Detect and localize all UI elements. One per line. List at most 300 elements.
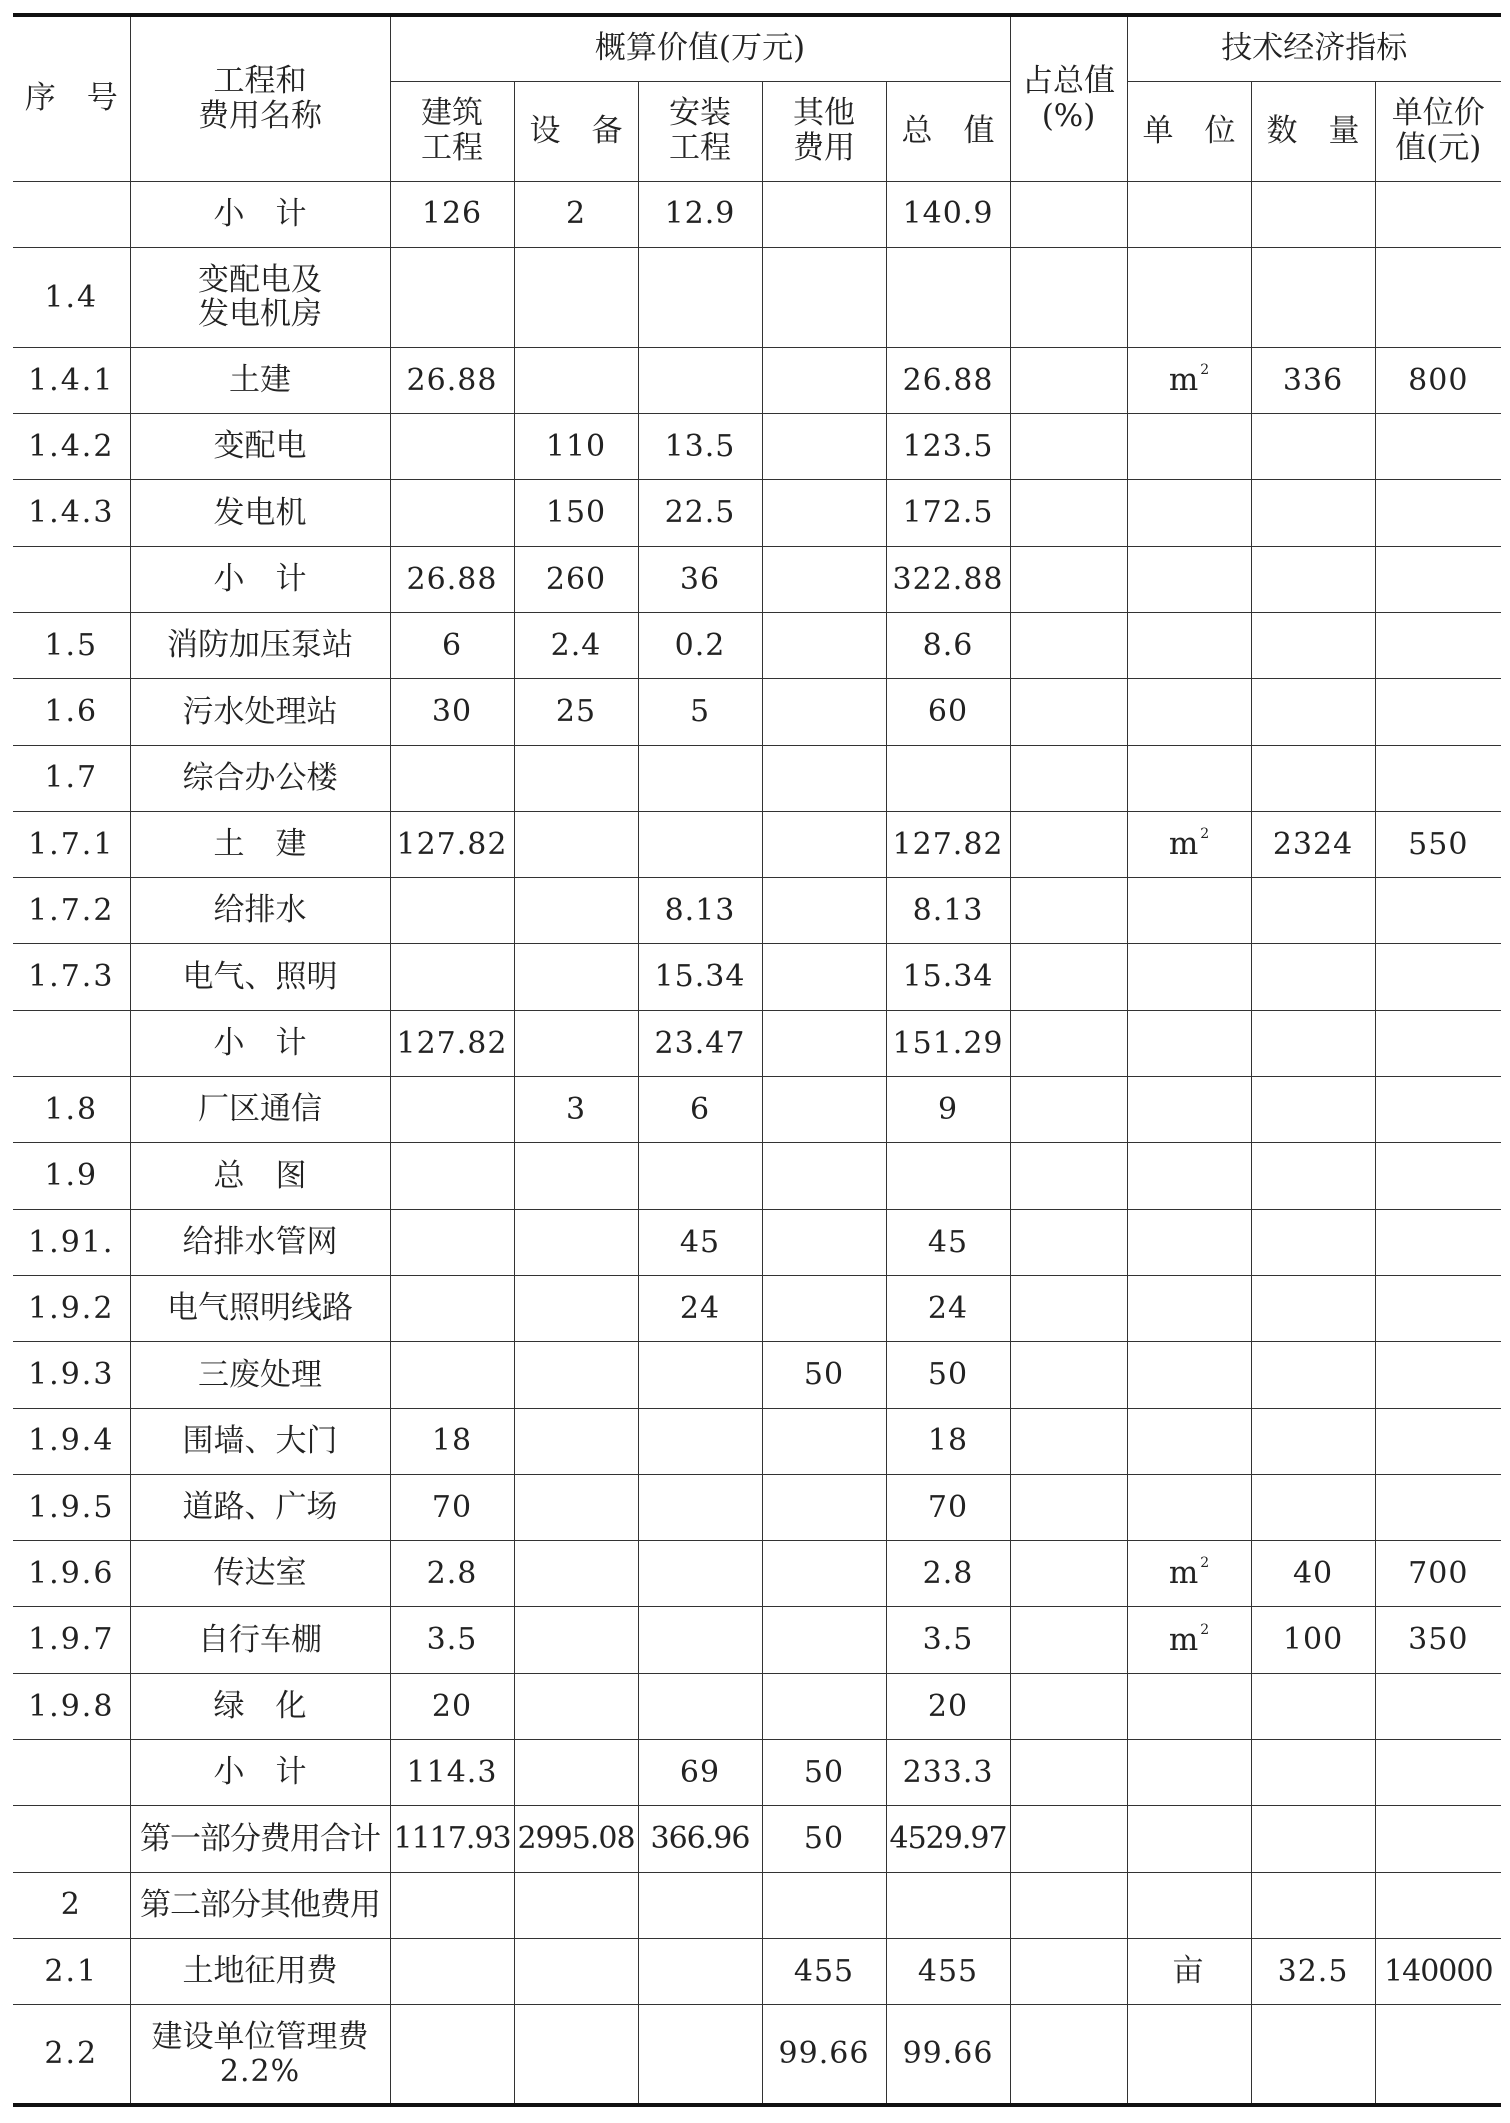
cell-other — [762, 1275, 886, 1341]
cell-building: 1117.93 — [390, 1806, 514, 1872]
cell-unit-value — [1375, 1275, 1501, 1341]
cell-equipment — [514, 1541, 638, 1607]
table-row — [13, 1872, 1501, 1938]
cell-building — [390, 745, 514, 811]
table-row — [13, 1740, 1501, 1806]
cell-unit — [1127, 347, 1251, 413]
cell-seq: 1.7.1 — [13, 811, 130, 877]
cell-total — [886, 745, 1010, 811]
cell-unit — [1127, 1077, 1251, 1143]
cell-name: 小 计 — [130, 546, 390, 612]
header-other-line2: 费用 — [793, 130, 855, 166]
unit-superscript: 2 — [1200, 1621, 1210, 1638]
cell-unit-value — [1375, 1474, 1501, 1540]
cell-install: 6 — [638, 1077, 762, 1143]
cell-name — [130, 247, 390, 347]
cell-unit — [1127, 811, 1251, 877]
cell-install — [638, 1607, 762, 1673]
cell-total — [886, 1872, 1010, 1938]
cell-total: 8.6 — [886, 612, 1010, 678]
header-total: 总 值 — [886, 81, 1010, 181]
header-install-line2: 工程 — [669, 130, 731, 166]
cell-unit — [1127, 944, 1251, 1010]
cell-seq: 1.7 — [13, 745, 130, 811]
cell-quantity: 2324 — [1251, 811, 1375, 877]
cell-equipment — [514, 1607, 638, 1673]
cell-other — [762, 1607, 886, 1673]
cell-building — [390, 1275, 514, 1341]
cell-install — [638, 1938, 762, 2004]
cell-unit — [1127, 546, 1251, 612]
cell-quantity — [1251, 1077, 1375, 1143]
cell-percent — [1010, 811, 1127, 877]
table-row — [13, 878, 1501, 944]
cell-other: 99.66 — [762, 2005, 886, 2105]
cell-total: 70 — [886, 1474, 1010, 1540]
cell-percent — [1010, 347, 1127, 413]
cell-quantity — [1251, 1806, 1375, 1872]
unit-text: 亩 — [1172, 1953, 1204, 1990]
cell-install: 366.96 — [638, 1806, 762, 1872]
cell-total: 233.3 — [886, 1740, 1010, 1806]
cell-total: 24 — [886, 1275, 1010, 1341]
cell-total: 45 — [886, 1209, 1010, 1275]
header-building-line2: 工程 — [421, 130, 483, 166]
cell-other — [762, 612, 886, 678]
cell-seq: 1.9.3 — [13, 1342, 130, 1408]
cell-unit-value — [1375, 944, 1501, 1010]
cell-building — [390, 247, 514, 347]
cell-percent — [1010, 181, 1127, 247]
cell-percent — [1010, 1938, 1127, 2004]
cell-seq: 1.9.4 — [13, 1408, 130, 1474]
cell-building: 30 — [390, 679, 514, 745]
cell-unit — [1127, 1474, 1251, 1540]
cell-unit — [1127, 1275, 1251, 1341]
table-row — [13, 347, 1501, 413]
cell-total: 50 — [886, 1342, 1010, 1408]
header-percent-line2: (%) — [1041, 97, 1096, 134]
header-unit-value — [1375, 81, 1501, 181]
cell-install: 45 — [638, 1209, 762, 1275]
cell-percent — [1010, 878, 1127, 944]
cell-other — [762, 1474, 886, 1540]
cell-equipment — [514, 1408, 638, 1474]
cell-building — [390, 1938, 514, 2004]
cell-quantity: 32.5 — [1251, 1938, 1375, 2004]
cell-other — [762, 1209, 886, 1275]
cell-unit-value — [1375, 1077, 1501, 1143]
cell-building: 18 — [390, 1408, 514, 1474]
cell-building — [390, 2005, 514, 2105]
cell-name: 电气照明线路 — [130, 1275, 390, 1341]
cell-quantity — [1251, 247, 1375, 347]
cell-percent — [1010, 1673, 1127, 1739]
cell-name: 第二部分其他费用 — [130, 1872, 390, 1938]
cell-equipment — [514, 745, 638, 811]
cell-unit — [1127, 745, 1251, 811]
cell-unit — [1127, 679, 1251, 745]
cell-unit-value — [1375, 1673, 1501, 1739]
budget-table — [13, 13, 1501, 2107]
header-install — [638, 81, 762, 181]
cell-seq: 1.4.2 — [13, 414, 130, 480]
table-row — [13, 1607, 1501, 1673]
header-name-line1: 工程和 — [213, 63, 307, 100]
cell-name: 综合办公楼 — [130, 745, 390, 811]
cell-unit — [1127, 1806, 1251, 1872]
cell-name: 土地征用费 — [130, 1938, 390, 2004]
cell-equipment — [514, 247, 638, 347]
cell-building: 126 — [390, 181, 514, 247]
cell-seq: 1.7.3 — [13, 944, 130, 1010]
cell-install — [638, 2005, 762, 2105]
cell-quantity — [1251, 679, 1375, 745]
cell-install — [638, 1342, 762, 1408]
cell-building: 70 — [390, 1474, 514, 1540]
cell-percent — [1010, 1872, 1127, 1938]
cell-seq: 1.6 — [13, 679, 130, 745]
cell-total — [886, 1143, 1010, 1209]
header-name-line2: 费用名称 — [198, 97, 322, 134]
cell-total: 172.5 — [886, 480, 1010, 546]
cell-percent — [1010, 944, 1127, 1010]
cell-install — [638, 1474, 762, 1540]
cell-unit — [1127, 480, 1251, 546]
header-unit-value-line1: 单位价 — [1391, 95, 1485, 132]
cell-building: 127.82 — [390, 1010, 514, 1076]
cell-percent — [1010, 247, 1127, 347]
cell-unit-value — [1375, 1010, 1501, 1076]
cell-quantity — [1251, 546, 1375, 612]
table-row — [13, 1143, 1501, 1209]
cell-building: 26.88 — [390, 347, 514, 413]
cell-unit-value: 800 — [1375, 347, 1501, 413]
cell-unit-value — [1375, 679, 1501, 745]
cell-unit-value — [1375, 1806, 1501, 1872]
cell-unit — [1127, 1408, 1251, 1474]
cell-unit-value — [1375, 247, 1501, 347]
cell-other — [762, 944, 886, 1010]
cell-equipment: 2995.08 — [514, 1806, 638, 1872]
cell-name: 给排水 — [130, 878, 390, 944]
cell-seq: 1.7.2 — [13, 878, 130, 944]
table-row — [13, 480, 1501, 546]
cell-percent — [1010, 1010, 1127, 1076]
cell-quantity — [1251, 1673, 1375, 1739]
cell-name: 绿 化 — [130, 1673, 390, 1739]
cell-percent — [1010, 745, 1127, 811]
cell-unit — [1127, 247, 1251, 347]
cell-total: 8.13 — [886, 878, 1010, 944]
cell-equipment — [514, 1740, 638, 1806]
cell-other — [762, 1143, 886, 1209]
unit-superscript: 2 — [1200, 1555, 1210, 1572]
cell-quantity — [1251, 1275, 1375, 1341]
cell-name: 消防加压泵站 — [130, 612, 390, 678]
cell-unit-value — [1375, 1143, 1501, 1209]
cell-quantity — [1251, 1143, 1375, 1209]
cell-percent — [1010, 1209, 1127, 1275]
cell-name: 土建 — [130, 347, 390, 413]
cell-other — [762, 745, 886, 811]
cell-quantity — [1251, 1872, 1375, 1938]
header-building-line1: 建筑 — [421, 95, 483, 132]
cell-building — [390, 414, 514, 480]
cell-equipment — [514, 347, 638, 413]
cell-equipment — [514, 1209, 638, 1275]
cell-quantity — [1251, 944, 1375, 1010]
cell-other: 50 — [762, 1740, 886, 1806]
cell-other — [762, 1872, 886, 1938]
cell-equipment — [514, 1143, 638, 1209]
table-row — [13, 247, 1501, 347]
cell-building — [390, 944, 514, 1010]
cell-equipment: 150 — [514, 480, 638, 546]
cell-total: 18 — [886, 1408, 1010, 1474]
cell-building — [390, 1342, 514, 1408]
table-row — [13, 1077, 1501, 1143]
cell-equipment: 25 — [514, 679, 638, 745]
table-row — [13, 811, 1501, 877]
table-row — [13, 944, 1501, 1010]
cell-install — [638, 1408, 762, 1474]
cell-seq: 1.9.2 — [13, 1275, 130, 1341]
cell-unit-value — [1375, 181, 1501, 247]
header-seq: 序 号 — [13, 15, 130, 181]
cell-other — [762, 1077, 886, 1143]
header-row-1 — [13, 15, 1501, 81]
cell-name: 变配电 — [130, 414, 390, 480]
cell-unit — [1127, 612, 1251, 678]
cell-install: 22.5 — [638, 480, 762, 546]
cell-other — [762, 247, 886, 347]
cell-quantity — [1251, 1474, 1375, 1540]
cell-total — [886, 247, 1010, 347]
cell-unit — [1127, 1143, 1251, 1209]
cell-seq: 1.5 — [13, 612, 130, 678]
cell-seq: 1.9.6 — [13, 1541, 130, 1607]
cell-other — [762, 480, 886, 546]
cell-equipment — [514, 811, 638, 877]
cell-unit-value — [1375, 1209, 1501, 1275]
cell-quantity — [1251, 2005, 1375, 2105]
cell-percent — [1010, 679, 1127, 745]
cell-unit-value — [1375, 1342, 1501, 1408]
cell-unit-value: 350 — [1375, 1607, 1501, 1673]
cell-other: 50 — [762, 1806, 886, 1872]
cell-percent — [1010, 480, 1127, 546]
table-row — [13, 612, 1501, 678]
cell-other: 455 — [762, 1938, 886, 2004]
cell-percent — [1010, 1342, 1127, 1408]
header-tech-group: 技术经济指标 — [1127, 15, 1501, 81]
table-row — [13, 1938, 1501, 2004]
cell-total: 322.88 — [886, 546, 1010, 612]
cell-other — [762, 414, 886, 480]
cell-seq: 2.1 — [13, 1938, 130, 2004]
table-row — [13, 1673, 1501, 1739]
table-row — [13, 1541, 1501, 1607]
cell-seq: 1.4 — [13, 247, 130, 347]
cell-building: 3.5 — [390, 1607, 514, 1673]
cell-name: 小 计 — [130, 1740, 390, 1806]
cell-install: 8.13 — [638, 878, 762, 944]
cell-other — [762, 1541, 886, 1607]
header-building — [390, 81, 514, 181]
cell-percent — [1010, 2005, 1127, 2105]
cell-install — [638, 1872, 762, 1938]
cell-name — [130, 2005, 390, 2105]
cell-install — [638, 1673, 762, 1739]
cell-name: 厂区通信 — [130, 1077, 390, 1143]
cell-percent — [1010, 1740, 1127, 1806]
cell-quantity — [1251, 1209, 1375, 1275]
cell-install — [638, 811, 762, 877]
cell-building — [390, 1143, 514, 1209]
cell-quantity — [1251, 181, 1375, 247]
cell-install: 36 — [638, 546, 762, 612]
cell-building: 2.8 — [390, 1541, 514, 1607]
cell-seq: 1.91. — [13, 1209, 130, 1275]
header-other — [762, 81, 886, 181]
cell-unit-value — [1375, 745, 1501, 811]
cell-unit-value — [1375, 1408, 1501, 1474]
cell-seq: 1.9.5 — [13, 1474, 130, 1540]
cell-other — [762, 1010, 886, 1076]
unit-text: m — [1168, 826, 1199, 863]
cell-total: 60 — [886, 679, 1010, 745]
table-row — [13, 1209, 1501, 1275]
cell-name: 发电机 — [130, 480, 390, 546]
cell-quantity — [1251, 745, 1375, 811]
cell-building — [390, 480, 514, 546]
unit-text: m — [1168, 1555, 1199, 1592]
table-row — [13, 546, 1501, 612]
header-install-line1: 安装 — [669, 95, 731, 132]
cell-equipment — [514, 1474, 638, 1540]
cell-name-line2: 2.2% — [219, 2053, 301, 2089]
cell-unit — [1127, 2005, 1251, 2105]
cell-name-line1: 变配电及 — [198, 261, 322, 298]
cell-total: 20 — [886, 1673, 1010, 1739]
cell-total: 3.5 — [886, 1607, 1010, 1673]
cell-name: 总 图 — [130, 1143, 390, 1209]
cell-percent — [1010, 1474, 1127, 1540]
cell-equipment — [514, 1938, 638, 2004]
cell-unit-value — [1375, 480, 1501, 546]
cell-total: 9 — [886, 1077, 1010, 1143]
cell-unit — [1127, 1607, 1251, 1673]
cell-install: 0.2 — [638, 612, 762, 678]
cell-install — [638, 347, 762, 413]
cell-name: 围墙、大门 — [130, 1408, 390, 1474]
cell-name: 三废处理 — [130, 1342, 390, 1408]
header-other-line1: 其他 — [793, 95, 855, 132]
cell-unit — [1127, 1541, 1251, 1607]
cell-other — [762, 1408, 886, 1474]
cell-total: 2.8 — [886, 1541, 1010, 1607]
cell-percent — [1010, 1143, 1127, 1209]
cell-building — [390, 1209, 514, 1275]
cell-unit-value: 700 — [1375, 1541, 1501, 1607]
table-row — [13, 1408, 1501, 1474]
cell-percent — [1010, 1541, 1127, 1607]
cell-name: 传达室 — [130, 1541, 390, 1607]
cell-name: 自行车棚 — [130, 1607, 390, 1673]
cell-percent — [1010, 1077, 1127, 1143]
cell-percent — [1010, 1607, 1127, 1673]
cell-quantity: 336 — [1251, 347, 1375, 413]
cell-install: 13.5 — [638, 414, 762, 480]
cell-other — [762, 679, 886, 745]
cell-equipment: 2.4 — [514, 612, 638, 678]
cell-name: 污水处理站 — [130, 679, 390, 745]
cell-total: 99.66 — [886, 2005, 1010, 2105]
cell-total: 123.5 — [886, 414, 1010, 480]
cell-total: 4529.97 — [886, 1806, 1010, 1872]
header-quantity: 数 量 — [1251, 81, 1375, 181]
table-row — [13, 1275, 1501, 1341]
cell-seq: 1.9.7 — [13, 1607, 130, 1673]
cell-unit-value — [1375, 1740, 1501, 1806]
cell-unit-value — [1375, 612, 1501, 678]
cell-equipment: 2 — [514, 181, 638, 247]
cell-unit-value — [1375, 2005, 1501, 2105]
table-row — [13, 1010, 1501, 1076]
cell-unit — [1127, 1209, 1251, 1275]
header-equipment: 设 备 — [514, 81, 638, 181]
cell-unit-value: 140000 — [1375, 1938, 1501, 2004]
table-row — [13, 1342, 1501, 1408]
budget-sheet — [13, 13, 1501, 2107]
cell-other — [762, 181, 886, 247]
cell-equipment — [514, 944, 638, 1010]
cell-unit — [1127, 414, 1251, 480]
cell-install — [638, 247, 762, 347]
cell-quantity — [1251, 1342, 1375, 1408]
cell-unit-value — [1375, 546, 1501, 612]
cell-equipment: 110 — [514, 414, 638, 480]
cell-other — [762, 878, 886, 944]
table-row — [13, 181, 1501, 247]
cell-unit-value — [1375, 878, 1501, 944]
unit-superscript: 2 — [1200, 362, 1210, 379]
cell-seq: 1.4.1 — [13, 347, 130, 413]
table-row — [13, 1474, 1501, 1540]
cell-quantity — [1251, 414, 1375, 480]
cell-name: 小 计 — [130, 181, 390, 247]
cell-name: 土 建 — [130, 811, 390, 877]
cell-percent — [1010, 1408, 1127, 1474]
cell-percent — [1010, 414, 1127, 480]
cell-equipment — [514, 878, 638, 944]
cell-building: 6 — [390, 612, 514, 678]
unit-superscript: 2 — [1200, 826, 1210, 843]
cell-unit — [1127, 878, 1251, 944]
cell-seq: 1.9 — [13, 1143, 130, 1209]
cell-unit — [1127, 1342, 1251, 1408]
cell-seq — [13, 181, 130, 247]
cell-total: 151.29 — [886, 1010, 1010, 1076]
unit-text: m — [1168, 362, 1199, 399]
cell-quantity — [1251, 878, 1375, 944]
cell-equipment — [514, 2005, 638, 2105]
header-name — [130, 15, 390, 181]
cell-total: 26.88 — [886, 347, 1010, 413]
cell-install: 23.47 — [638, 1010, 762, 1076]
cell-building: 127.82 — [390, 811, 514, 877]
